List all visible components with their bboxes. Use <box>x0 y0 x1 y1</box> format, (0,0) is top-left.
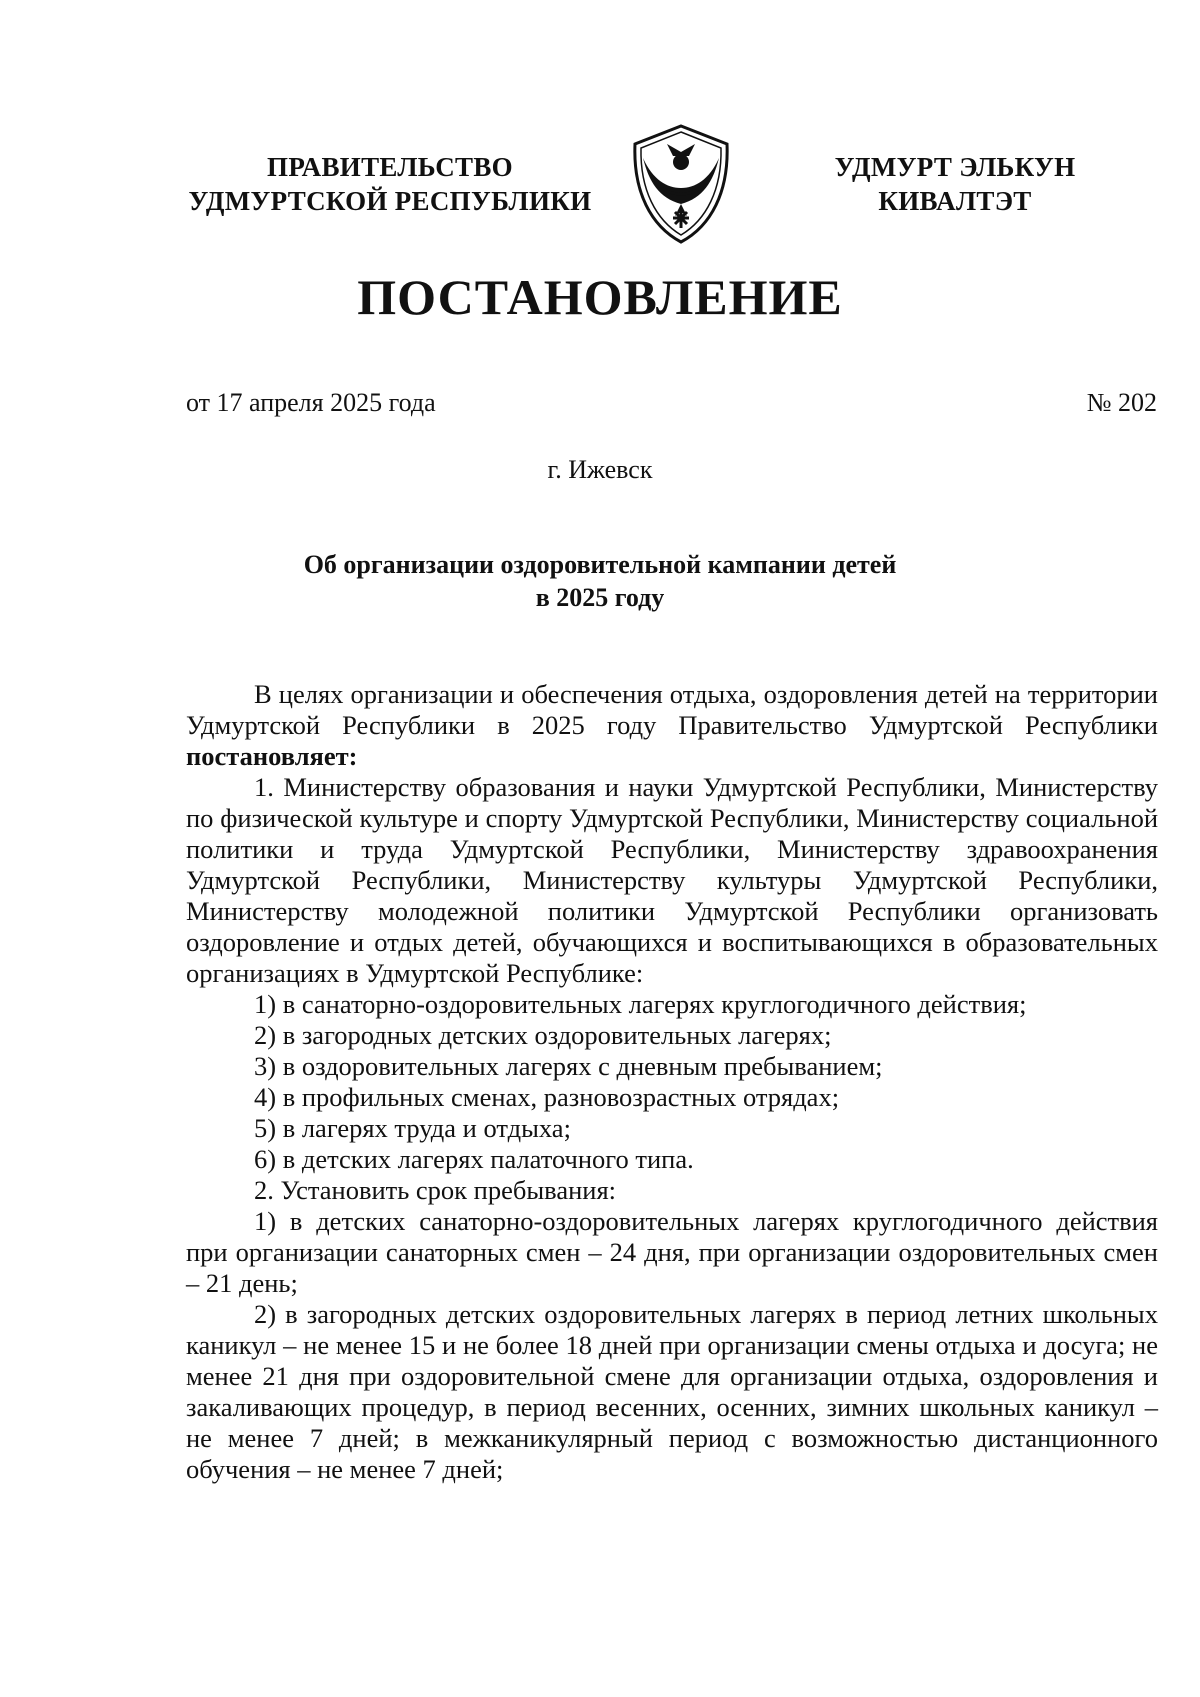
clause-2: 2. Установить срок пребывания: <box>254 1175 617 1205</box>
issuer-russian-line2: УДМУРТСКОЙ РЕСПУБЛИКИ <box>188 186 592 216</box>
clause-1-item: 6) в детских лагерях палаточного типа. <box>254 1144 694 1174</box>
clause-2-item: 2) в загородных детских оздоровительных лагерях в период летних школьных каникул – не менее 15 и не более 18 дней при организации смены отдыха и досуга; не менее 21 дня при оздоровительной смене для организации отдыха, оздоровления и закаливающих процедур, в период весенних, осенних, зимних школьных каникул – не менее 7 дней; в межканикулярный период с возможностью дистанционного обучения – не менее 7 дней; <box>186 1299 1158 1484</box>
clause-2-item: 1) в детских санаторно-оздоровительных лагерях круглогодичного действия при организации санаторных смен – 24 дня, при организации оздоровительных смен – 21 день; <box>186 1206 1158 1298</box>
issuer-russian-line1: ПРАВИТЕЛЬСТВО <box>267 152 513 182</box>
document-number: № 202 <box>1086 388 1157 417</box>
issuer-russian <box>170 150 610 218</box>
subject-line1: Об организации оздоровительной кампании детей <box>303 550 897 579</box>
issuer-udmurt <box>790 150 1120 218</box>
document-date: от 17 апреля 2025 года <box>186 388 436 417</box>
document-subject <box>0 548 1200 614</box>
clause-1-item: 5) в лагерях труда и отдыха; <box>254 1113 571 1143</box>
issuer-udmurt-line2: КИВАЛТЭТ <box>878 186 1032 216</box>
clause-1: 1. Министерству образования и науки Удмуртской Республики, Министерству по физической культуре и спорту Удмуртской Республики, Министерству социальной политики и труда Удмуртской Республики, Министерству здравоохранения Удмуртской Республики, Министерству культуры Удмуртской Республики, Министерству молодежной политики Удмуртской Республики организовать оздоровление и отдых детей, обучающихся и воспитывающихся в образовательных организациях в Удмуртской Республике: <box>186 772 1158 988</box>
preamble <box>186 679 1158 772</box>
clause-1-item: 3) в оздоровительных лагерях с дневным пребыванием; <box>254 1051 883 1081</box>
preamble-text: В целях организации и обеспечения отдыха, оздоровления детей на территории Удмуртской Республики в 2025 году Правительство Удмуртской Республики <box>186 679 1158 740</box>
coat-of-arms-icon <box>627 122 735 246</box>
issuer-udmurt-line1: УДМУРТ ЭЛЬКУН <box>834 152 1076 182</box>
document-body <box>186 679 1158 1485</box>
clause-1-item: 1) в санаторно-оздоровительных лагерях круглогодичного действия; <box>254 989 1027 1019</box>
clause-1-item: 4) в профильных сменах, разновозрастных отрядах; <box>254 1082 840 1112</box>
clause-1-item: 2) в загородных детских оздоровительных лагерях; <box>254 1020 832 1050</box>
preamble-resolve: постановляет: <box>186 741 358 771</box>
document-city: г. Ижевск <box>547 455 653 484</box>
document-title: ПОСТАНОВЛЕНИЕ <box>357 269 843 325</box>
subject-line2: в 2025 году <box>535 583 665 612</box>
